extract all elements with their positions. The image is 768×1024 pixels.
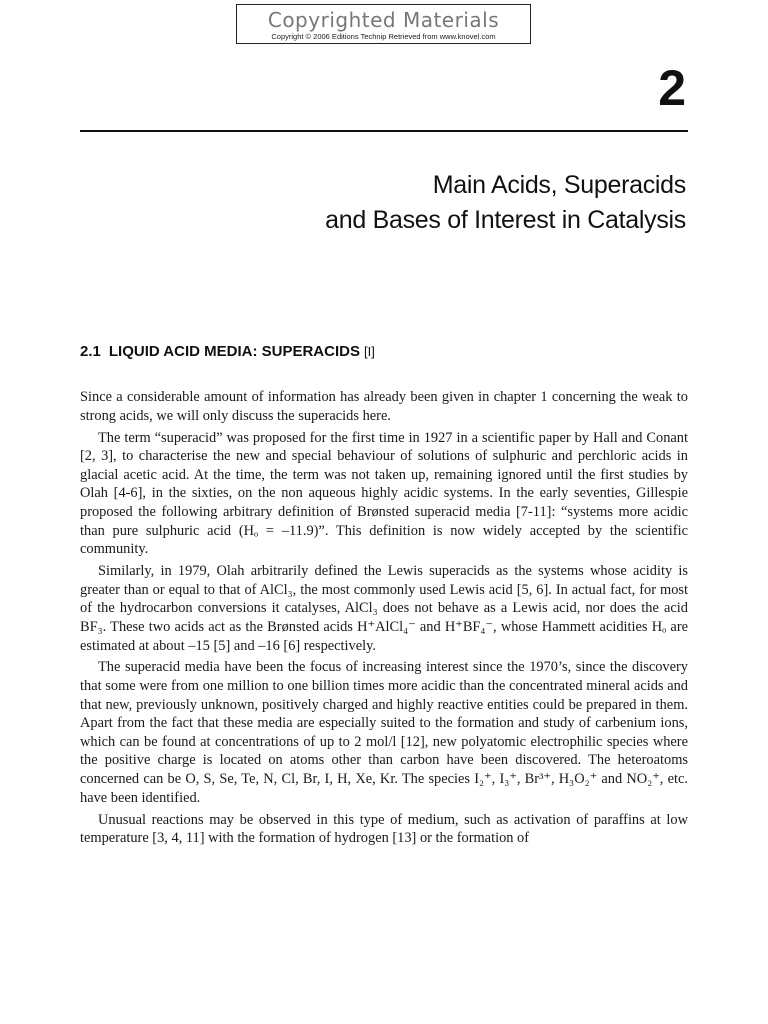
paragraph-1: Since a considerable amount of information has already been given in chapter 1 concerning the weak to strong acids, we will only discuss the superacids here. [80,389,688,424]
copyright-subtitle: Copyright © 2006 Editions Technip Retrieved from www.knovel.com [271,32,496,41]
chapter-divider [80,130,688,132]
body-text [80,388,688,851]
section-number: 2.1 [80,343,101,360]
section-reference: [I] [363,344,375,359]
chapter-title-line-2: and Bases of Interest in Catalysis [325,206,686,234]
paragraph-5: Unusual reactions may be observed in this type of medium, such as activation of paraffins at low temperature [3, 4, 11] with the formation of hydrogen [13] or the formation of [80,811,688,847]
section-title: LIQUID ACID MEDIA: SUPERACIDS [108,343,360,360]
chapter-number: 2 [658,60,686,116]
chapter-title [325,168,686,238]
section-heading [80,342,375,362]
paragraph-4: The superacid media have been the focus of increasing interest since the 1970’s, since the discovery that some were from one million to one billion times more acidic than the concentrated mineral acids and that new, previously unknown, positively charged and highly reactive entities could be prepared in them. Apart from the fact that these media are especially suited to the formation and study of carbenium ions, which can be found at concentrations of up to 2 mol/l [12], new polyatomic electrophilic species where the positive charge is located on atoms other than carbon have been discovered. The heteroatoms concerned can be O, S, Se, Te, N, Cl, Br, I, H, Xe, Kr. The species I₂⁺, I₃⁺, Br³⁺, H₃O₂⁺ and NO₂⁺, etc. have been identified. [80,659,688,806]
paragraph-3: Similarly, in 1979, Olah arbitrarily defined the Lewis superacids as the systems whose acidity is greater than or equal to that of AlCl₃, the most commonly used Lewis acid [5, 6]. In actual fact, for most of the hydrocarbon conversions it catalyses, AlCl₃ does not behave as a Lewis acid, nor does the acid BF₃. These two acids act as the Brønsted acids H⁺AlCl₄⁻ and H⁺BF₄⁻, whose Hammett acidities Hₒ are estimated at about –15 [5] and –16 [6] respectively. [80,563,688,654]
copyright-title: Copyrighted Materials [267,8,500,32]
copyright-stamp [236,4,531,44]
paragraph-2: The term “superacid” was proposed for the first time in 1927 in a scientific paper by Hall and Conant [2, 3], to characterise the new and special behaviour of solutions of sulphuric and perchloric acids in glacial acetic acid. At the time, the term was not taken up, remaining ignored until the first studies by Olah [4-6], in the sixties, on the non aqueous highly acidic systems. In the early seventies, Gillespie proposed the following arbitrary definition of Brønsted superacid media [7-11]: “systems more acidic than pure sulphuric acid (Hₒ = –11.9)”. This definition is now widely accepted by the scientific community. [80,429,688,558]
chapter-title-line-1: Main Acids, Superacids [432,171,686,199]
